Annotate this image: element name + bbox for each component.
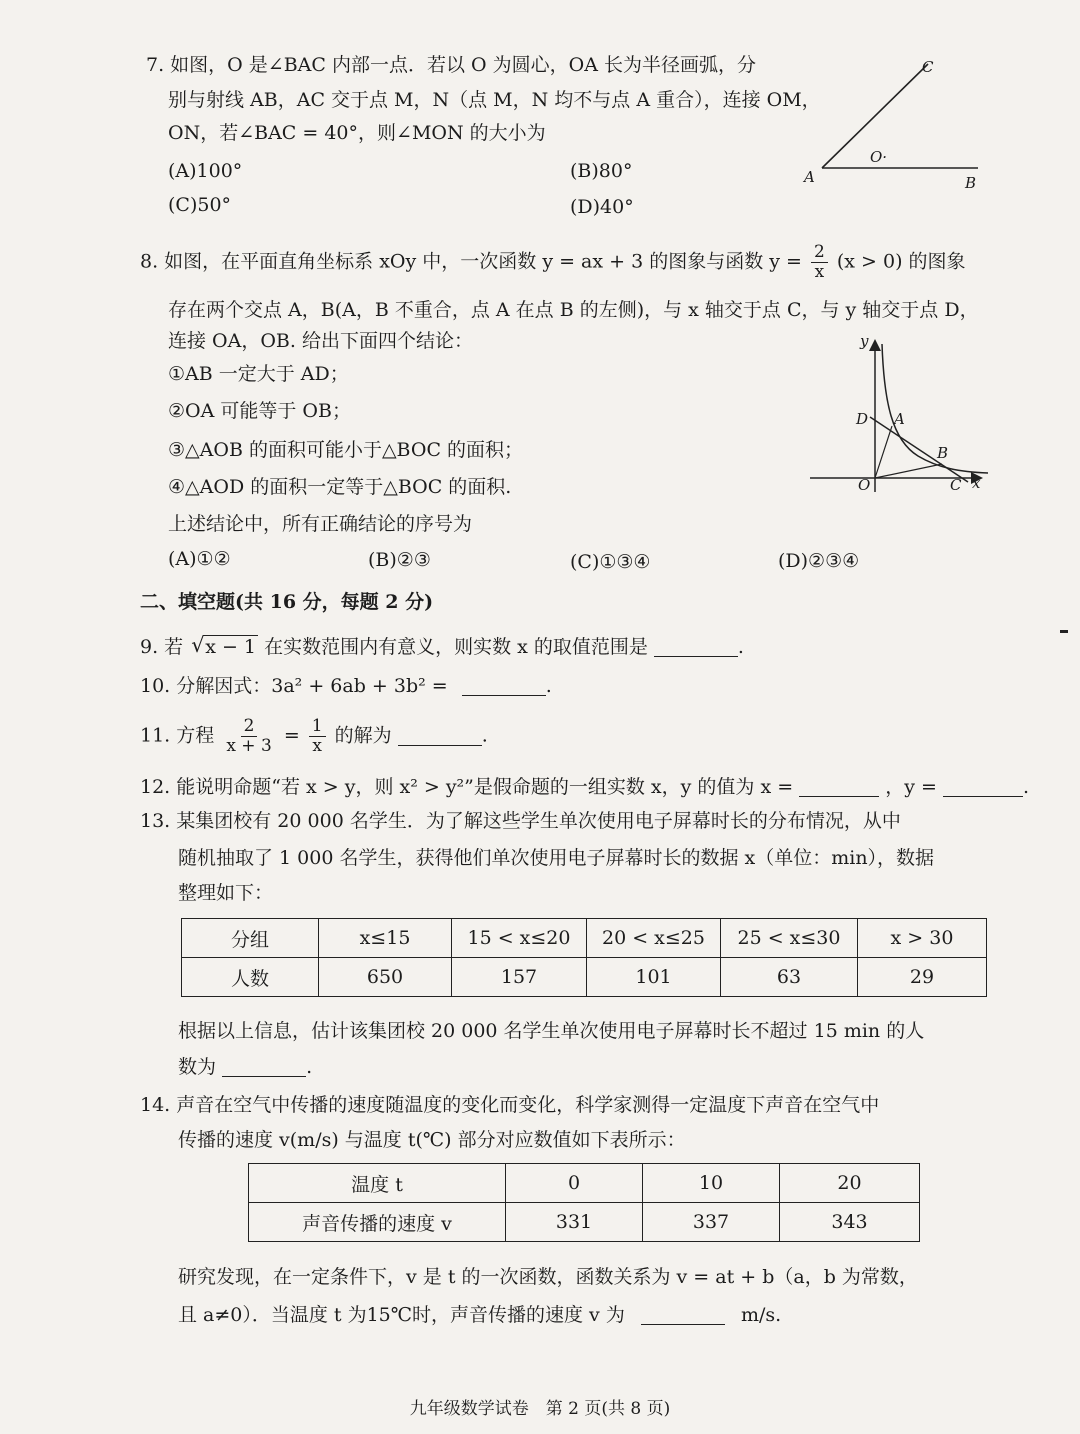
q11-f1-num: 2 <box>241 717 258 737</box>
q11-post: 的解为 <box>334 724 392 747</box>
q14-after-text: 且 a≠0）．当温度 t 为15℃时，声音传播的速度 v 为 <box>178 1304 625 1326</box>
table-cell: 20 <box>780 1164 920 1203</box>
q13-after-line-1: 根据以上信息，估计该集团校 20 000 名学生单次使用电子屏幕时长不超过 15 min 的人 <box>178 1020 925 1042</box>
q13-end: . <box>306 1056 313 1078</box>
q11-fraction-left <box>223 717 274 756</box>
label-a: A <box>894 410 905 428</box>
q9-radicand: x − 1 <box>205 636 257 658</box>
q10-line <box>140 673 552 699</box>
table-row <box>249 1164 920 1203</box>
table-cell: 声音传播的速度 v <box>249 1203 506 1242</box>
segment-ob <box>875 464 942 478</box>
q8-option-a: (A)①② <box>168 548 231 570</box>
q7-option-a: (A)100° <box>168 160 243 182</box>
q14-answer-blank[interactable] <box>641 1304 725 1325</box>
table-cell: 分组 <box>182 919 319 958</box>
q9-end: . <box>737 636 744 658</box>
q12-line <box>140 774 1029 800</box>
table-cell: 650 <box>319 958 452 997</box>
page-footer: 九年级数学试卷 第 2 页(共 8 页) <box>409 1399 671 1419</box>
q14-table <box>248 1163 920 1242</box>
q8-conclusion-2: ②OA 可能等于 OB； <box>168 400 351 422</box>
q12-text: 12. 能说明命题“若 x > y，则 x² > y²”是假命题的一组实数 x，y 的值为 x = <box>140 776 794 798</box>
q8-option-d: (D)②③④ <box>778 550 860 572</box>
q8-frac-num: 2 <box>811 243 828 263</box>
q7-line-2: 别与射线 AB，AC 交于点 M，N（点 M，N 均不与点 A 重合），连接 OM， <box>168 89 821 111</box>
q12-end: . <box>1022 776 1030 798</box>
q13-line-2: 随机抽取了 1 000 名学生，获得他们单次使用电子屏幕时长的数据 x（单位：min），数据 <box>178 847 935 869</box>
q12-y-blank[interactable] <box>943 776 1023 797</box>
table-row <box>182 958 987 997</box>
q13-answer-blank[interactable] <box>222 1056 306 1077</box>
q9-answer-blank[interactable] <box>654 636 738 657</box>
table-cell: x > 30 <box>858 919 987 958</box>
q11-equals: = <box>283 724 300 747</box>
q11-f2-num: 1 <box>309 717 326 737</box>
table-cell: x≤15 <box>319 919 452 958</box>
label-b: B <box>937 444 949 462</box>
q8-conclusion-4: ④△AOD 的面积一定等于△BOC 的面积. <box>168 476 512 498</box>
q12-mid: ，y = <box>885 776 937 798</box>
label-c: C <box>950 476 962 494</box>
axis-label-y: y <box>860 332 869 350</box>
q8-option-c: (C)①③④ <box>570 551 651 573</box>
q7-option-b: (B)80° <box>570 160 633 182</box>
table-cell: 25 < x≤30 <box>721 919 858 958</box>
table-cell: 101 <box>587 958 721 997</box>
q14-line-1: 14. 声音在空气中传播的速度随温度的变化而变化，科学家测得一定温度下声音在空气中 <box>140 1094 880 1116</box>
q8-line-1-end: (x > 0) 的图象 <box>836 250 966 273</box>
q14-unit: m/s. <box>740 1304 782 1326</box>
q8-coordinate-figure <box>800 332 995 497</box>
q8-line-1-start: 8. 如图，在平面直角坐标系 xOy 中，一次函数 y = ax + 3 的图象与函数 y = <box>140 250 802 273</box>
q10-end: . <box>545 675 552 697</box>
table-cell: 157 <box>452 958 587 997</box>
table-cell: 63 <box>721 958 858 997</box>
q8-question: 上述结论中，所有正确结论的序号为 <box>168 513 473 535</box>
segment-oa <box>875 426 892 478</box>
q14-after-line-1: 研究发现，在一定条件下，v 是 t 的一次函数，函数关系为 v = at + b（a，b 为常数， <box>178 1266 918 1288</box>
q8-fraction <box>811 243 828 282</box>
section-2-title: 二、填空题(共 16 分，每题 2 分) <box>140 591 434 613</box>
q9-sqrt <box>191 634 258 660</box>
q8-line-3: 连接 OA，OB. 给出下面四个结论： <box>168 330 473 352</box>
q7-angle-figure <box>800 50 990 195</box>
q7-line-1: 7. 如图，O 是∠BAC 内部一点．若以 O 为圆心，OA 长为半径画弧，分 <box>146 54 756 76</box>
table-cell: 20 < x≤25 <box>587 919 721 958</box>
q11-pre: 11. 方程 <box>140 724 215 747</box>
q10-text: 10. 分解因式：3a² + 6ab + 3b² = <box>140 675 448 697</box>
table-cell: 29 <box>858 958 987 997</box>
q11-f1-den: x + 3 <box>226 736 272 756</box>
label-d: D <box>856 410 869 428</box>
q9-post: 在实数范围内有意义，则实数 x 的取值范围是 <box>264 636 648 658</box>
q8-conclusion-1: ①AB 一定大于 AD； <box>168 363 349 385</box>
label-a: A <box>804 168 815 186</box>
table-cell: 337 <box>643 1203 780 1242</box>
q14-line-2: 传播的速度 v(m/s) 与温度 t(℃) 部分对应数值如下表所示： <box>178 1129 686 1151</box>
margin-mark <box>1060 630 1068 633</box>
q9-line <box>140 634 744 660</box>
q12-x-blank[interactable] <box>799 776 879 797</box>
q7-option-c: (C)50° <box>168 194 232 216</box>
axis-label-x: x <box>972 474 981 492</box>
q13-after-line-2 <box>178 1054 312 1080</box>
table-cell: 15 < x≤20 <box>452 919 587 958</box>
q7-line-3: ON，若∠BAC = 40°，则∠MON 的大小为 <box>168 122 546 144</box>
q7-option-d: (D)40° <box>570 196 634 218</box>
q8-conclusion-3: ③△AOB 的面积可能小于△BOC 的面积； <box>168 439 524 461</box>
q11-end: . <box>481 724 488 747</box>
q14-after-line-2 <box>178 1302 781 1328</box>
hyperbola <box>882 344 988 473</box>
q8-frac-den: x <box>814 262 825 282</box>
q13-table <box>181 918 987 997</box>
table-cell: 0 <box>506 1164 643 1203</box>
table-row <box>249 1203 920 1242</box>
q11-fraction-right <box>309 717 326 756</box>
table-cell: 温度 t <box>249 1164 506 1203</box>
q13-after-text: 数为 <box>178 1056 217 1078</box>
label-o: O· <box>870 148 888 166</box>
sqrt-symbol: √ <box>191 633 205 657</box>
q8-line-2: 存在两个交点 A，B(A，B 不重合，点 A 在点 B 的左侧)，与 x 轴交于点 C，与 y 轴交于点 D， <box>168 299 979 321</box>
label-c: C <box>922 58 934 76</box>
q10-answer-blank[interactable] <box>462 675 546 696</box>
q9-pre: 9. 若 <box>140 636 184 658</box>
q13-line-1: 13. 某集团校有 20 000 名学生．为了解这些学生单次使用电子屏幕时长的分布情况，从中 <box>140 810 901 832</box>
q13-line-3: 整理如下： <box>178 882 274 904</box>
q11-answer-blank[interactable] <box>398 725 482 746</box>
q11-line <box>140 717 488 756</box>
label-b: B <box>965 174 977 192</box>
q11-f2-den: x <box>312 736 322 756</box>
table-cell: 10 <box>643 1164 780 1203</box>
q8-option-b: (B)②③ <box>368 549 431 571</box>
table-row <box>182 919 987 958</box>
q8-line-1 <box>140 243 966 282</box>
table-cell: 人数 <box>182 958 319 997</box>
table-cell: 343 <box>780 1203 920 1242</box>
label-o: O <box>858 476 871 494</box>
table-cell: 331 <box>506 1203 643 1242</box>
